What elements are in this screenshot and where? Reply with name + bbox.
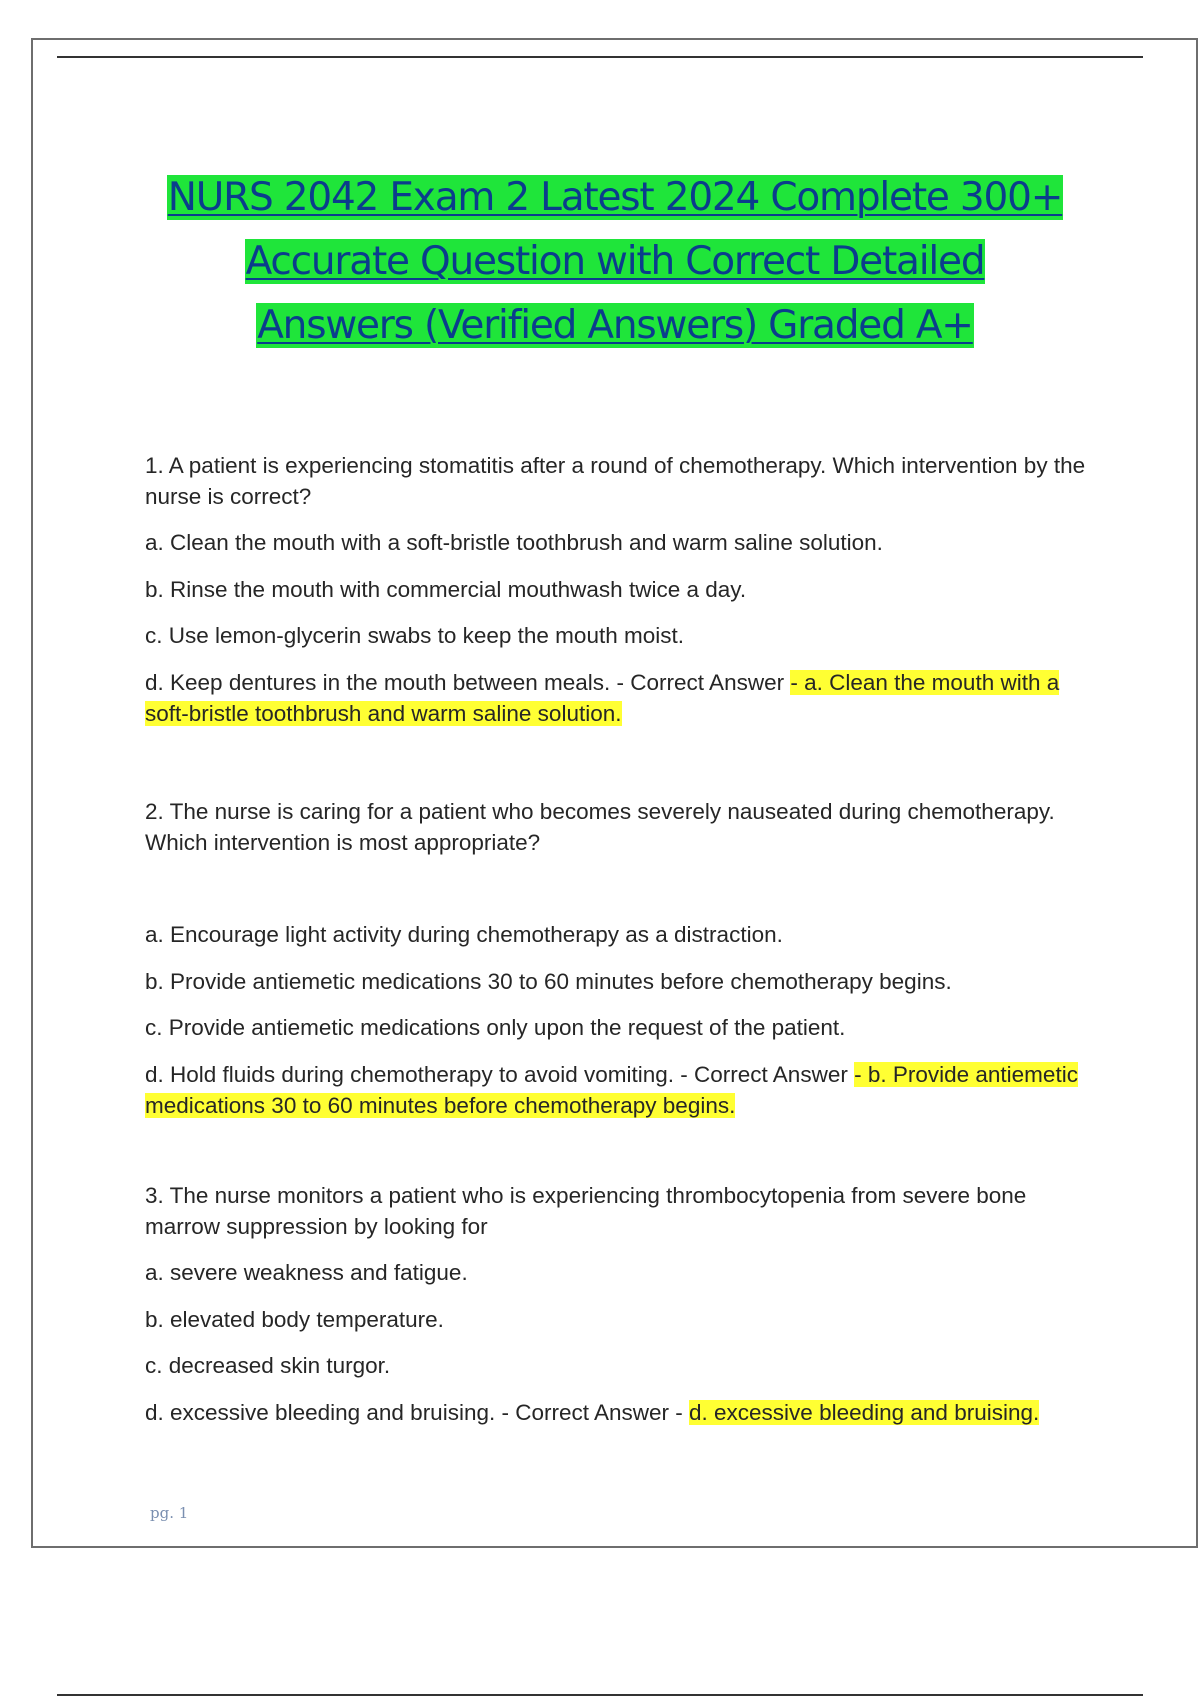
answer-option: b. Provide antiemetic medications 30 to 60 minutes before chemotherapy begins. bbox=[145, 968, 952, 994]
correct-answer-highlight: - b. Provide antiemetic medications 30 to 60 minutes before chemotherapy begins. bbox=[145, 1061, 1078, 1118]
answer-option: a. Clean the mouth with a soft-bristle toothbrush and warm saline solution. bbox=[145, 530, 883, 555]
question-block-2 bbox=[145, 796, 1100, 1121]
question-list bbox=[145, 450, 1100, 1443]
answer-option-with-key bbox=[145, 1397, 1100, 1428]
answer-option-with-key bbox=[145, 667, 1100, 729]
correct-answer-highlight: - a. Clean the mouth with a soft-bristle toothbrush and warm saline solution. bbox=[145, 669, 1060, 726]
title-line-2: Accurate Question with Correct Detailed bbox=[245, 239, 985, 284]
document-title bbox=[90, 166, 1140, 358]
answer-option-with-key bbox=[145, 1059, 1100, 1121]
page-number: pg. 1 bbox=[150, 1504, 189, 1522]
question-stem: 1. A patient is experiencing stomatitis after a round of chemotherapy. Which intervention by the nurse is correct? bbox=[145, 453, 1086, 509]
question-block-1 bbox=[145, 450, 1100, 729]
answer-option: a. Encourage light activity during chemotherapy as a distraction. bbox=[145, 922, 783, 947]
question-stem: 2. The nurse is caring for a patient who becomes severely nauseated during chemotherapy. Which intervention is most appropriate? bbox=[145, 799, 1055, 855]
title-line-1: NURS 2042 Exam 2 Latest 2024 Complete 300+ bbox=[167, 175, 1063, 220]
answer-option: c. decreased skin turgor. bbox=[145, 1353, 391, 1378]
question-stem: 3. The nurse monitors a patient who is experiencing thrombocytopenia from severe bone marrow suppression by looking for bbox=[145, 1183, 1027, 1239]
title-line-3: Answers (Verified Answers) Graded A+ bbox=[257, 303, 973, 348]
answer-option-text: d. Keep dentures in the mouth between meals. - Correct Answer bbox=[145, 669, 791, 695]
answer-option: b. Rinse the mouth with commercial mouthwash twice a day. bbox=[145, 576, 747, 602]
answer-option: c. Use lemon-glycerin swabs to keep the mouth moist. bbox=[145, 623, 684, 648]
question-block-3 bbox=[145, 1180, 1100, 1428]
answer-option: a. severe weakness and fatigue. bbox=[145, 1260, 468, 1285]
answer-option: b. elevated body temperature. bbox=[145, 1306, 444, 1332]
answer-option-text: d. excessive bleeding and bruising. - Correct Answer - bbox=[145, 1399, 690, 1425]
answer-option-text: d. Hold fluids during chemotherapy to avoid vomiting. - Correct Answer bbox=[145, 1061, 855, 1087]
answer-option: c. Provide antiemetic medications only upon the request of the patient. bbox=[145, 1015, 846, 1040]
correct-answer-highlight: d. excessive bleeding and bruising. bbox=[689, 1399, 1040, 1425]
next-page-rule bbox=[57, 1694, 1143, 1696]
header-rule bbox=[57, 56, 1143, 58]
